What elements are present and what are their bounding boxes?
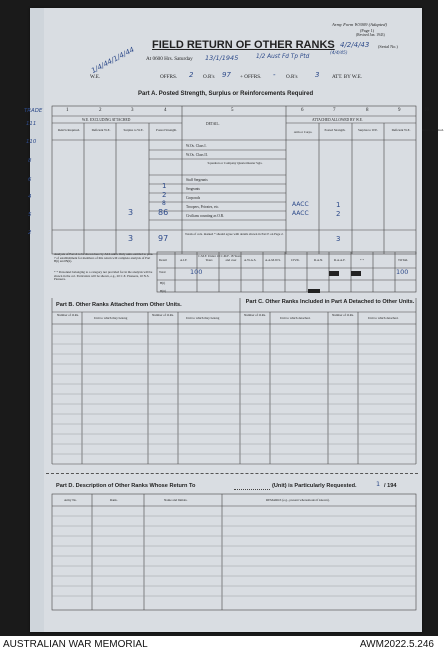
at-line: At 0600 Hrs. Saturday [146, 56, 193, 62]
part-d-date-hw: 1 [376, 480, 381, 488]
part-d-unit-blank [234, 489, 270, 490]
attached-allowed-label: ATTACHED ALLOWED BY W.E. [312, 118, 363, 122]
col-num-6: 6 [301, 108, 304, 113]
posted-r-cpls: 1 [336, 201, 341, 209]
head-posted-r: Posted Strength. [324, 128, 346, 132]
analysis-head-ran: R.A.N. [314, 258, 324, 262]
analysis-detail: Detail [159, 258, 167, 262]
margin-mark-4: 8 [28, 158, 32, 164]
analysis-head-awas: A.W.A.S. [244, 258, 257, 262]
detail-row-5: Sergeants [186, 187, 200, 191]
analysis-note: Analysis of Part A to be shown here by ALL units. Only units entitled to para. 7 of establishment for members of this return will complete analysis of Part B(i) and B(ii). [54, 252, 154, 264]
analysis-row-bi: B(i) [160, 281, 166, 285]
head-reints-r: Rein'ts Required. [422, 128, 444, 132]
part-c-head-4: Unit to which detached. [368, 316, 399, 320]
margin-mark-3: 110 [26, 139, 37, 145]
part-b-title: Part B. Other Ranks Attached from Other Units. [56, 302, 182, 308]
col-num-7: 7 [333, 108, 336, 113]
offrs-value: 2 [189, 71, 194, 79]
analysis-note-2: * * Personnel belonging to a category not provided for in the analysis will be shown in the col. Particulars will be shown, e.g., 20 C.E. Pioneers, 10 N.S. Pioneers. [54, 270, 153, 282]
ors-value: 97 [222, 71, 231, 79]
part-b-head-3: Number of O.Rs. [152, 313, 174, 317]
col-num-5: 5 [231, 108, 234, 113]
part-c-head-3: Number of O.Rs. [332, 313, 354, 317]
ors2-label: O.R's [286, 74, 298, 80]
detail-row-4: Staff Sergeants [186, 178, 208, 182]
ors-label: O.R's [203, 74, 215, 80]
col-num-10: 10 [424, 108, 429, 113]
part-b-head-4: Unit to which they belong [186, 316, 220, 320]
margin-mark-1: TRADE [24, 108, 43, 114]
unit-note-handwritten: (4/4/45) [330, 51, 348, 56]
posted-sgts: 2 [162, 191, 167, 199]
detail-row-3: Squadron or Company Quartermaster Sgts. [207, 161, 263, 165]
posted-cpls: 8 [162, 200, 166, 207]
analysis-head-aif: A.I.F. [180, 258, 188, 262]
col-num-3: 3 [131, 108, 134, 113]
blackout-ran [329, 271, 339, 276]
analysis-aif-value: 100 [190, 268, 203, 276]
part-b-head-2: Unit to which they belong [94, 316, 128, 320]
surplus-privates: 3 [128, 208, 134, 217]
part-b-head-1: Number of O.Rs. [57, 313, 79, 317]
offrs-label: OFFRS. [160, 74, 178, 80]
ors2-value: 3 [315, 71, 320, 79]
unit-handwritten: 1/2 Aust Fd Tp Ptd [256, 54, 310, 60]
part-d-head-army-no: Army No. [64, 498, 77, 502]
head-arm: Arm or Corps. [293, 130, 313, 134]
posted-r-total: 3 [336, 235, 341, 243]
part-d-grid [52, 494, 418, 614]
margin-mark-7: 5 [28, 212, 32, 218]
analysis-head-other: * * [360, 258, 364, 262]
posted-privates: 86 [158, 208, 169, 217]
posted-total: 97 [158, 234, 169, 243]
form-ref-3: (Revised Jan. 1943) [356, 33, 385, 37]
margin-mark-8: 2 [28, 230, 32, 236]
head-reints: Rein'ts Required. [58, 128, 80, 132]
part-d-head-remarks: REMARKS (e.g., present whereabouts if known). [266, 498, 330, 502]
left-margin-strip [30, 8, 44, 632]
margin-handwritten-dates: 1/4/44/1/4/44 [90, 45, 136, 76]
we-excluding-label: W.E. EXCLUDING ATTACHED [82, 118, 131, 122]
margin-mark-6: 4 [28, 194, 32, 200]
form-sheet [24, 8, 444, 632]
footer-institution: AUSTRALIAN WAR MEMORIAL [3, 639, 148, 650]
margin-mark-5: 6 [28, 177, 32, 183]
head-deficient: Deficient W.E. [91, 128, 111, 132]
head-surplus-r: Surplus to W.E. [357, 128, 378, 132]
form-ref-1: Army Form W3009 (Adapted) [332, 22, 387, 27]
separator-dashed [46, 473, 418, 474]
page-title: FIELD RETURN OF OTHER RANKS [152, 39, 335, 51]
detail-row-9: Totals of cols. marked * should agree with details shown in Part E on Page 2. [185, 232, 284, 236]
part-d-title: Part D. Description of Other Ranks Whose Return To [56, 483, 196, 489]
serial-label: (Serial No.) [378, 44, 398, 49]
part-c-title: Part C. Other Ranks Included in Part A Detached to Other Units. [245, 299, 415, 305]
detail-row-7: Troopers, Privates, etc. [186, 205, 220, 209]
col-num-9: 9 [398, 108, 401, 113]
detail-row-8: Civilians counting as O.R. [186, 214, 225, 218]
margin-mark-2: 111 [26, 121, 37, 127]
detail-row-1: W.Os. Class I. [186, 144, 207, 148]
detail-row-6: Corporals [186, 196, 201, 200]
part-a-title: Part A. Posted Strength, Surplus or Reinforcements Required [138, 91, 314, 97]
part-d-title-2: (Unit) is Particularly Requested. [272, 483, 357, 489]
col-num-1: 1 [66, 108, 69, 113]
analysis-row-total: Total [159, 270, 166, 274]
posted-r-privates: 2 [336, 210, 341, 218]
part-c-head-1: Number of O.Rs. [244, 313, 266, 317]
arm-cpls: AACC [292, 201, 309, 208]
blackout-civil [308, 289, 320, 293]
analysis-head-cmf-u18: C.M.F. Under 18 Years [198, 254, 220, 262]
head-surplus: Surplus to W.E. [123, 128, 144, 132]
blackout-raaf [351, 271, 361, 276]
posted-staff-sgts: 1 [162, 182, 167, 190]
part-d-head-name: Name and Initials. [164, 498, 188, 502]
col-num-2: 2 [99, 108, 102, 113]
offrs2-value: - [273, 71, 276, 79]
analysis-head-cmf-o18: C.M.F. 18 Years and over [220, 254, 242, 262]
we-line: W.E. [90, 74, 101, 80]
detail-row-2: W.Os. Class II. [186, 153, 208, 157]
serial-handwritten: 4/2/4/43 [340, 41, 370, 49]
part-d-date: / 194 [384, 483, 397, 489]
head-deficient-r: Deficient W.E. [391, 128, 411, 132]
date-handwritten: 13/1/1945 [205, 54, 239, 62]
surplus-total: 3 [128, 234, 134, 243]
analysis-head-aamws: A.A.M.W.S. [265, 258, 281, 262]
part-bc-grid [52, 312, 418, 468]
offrs2-label: + OFFRS. [240, 74, 262, 80]
col-num-8: 8 [366, 108, 369, 113]
analysis-total-value: 100 [396, 268, 409, 276]
analysis-head-civil: CIVIL [291, 258, 300, 262]
footer-accession-number: AWM2022.5.246 [359, 639, 434, 650]
part-d-head-rank: Rank. [110, 498, 118, 502]
head-detail: DETAIL. [206, 122, 220, 126]
analysis-head-total: TOTAL [398, 258, 409, 262]
col-num-4: 4 [164, 108, 167, 113]
att-label: ATT. BY W.E. [332, 74, 363, 80]
footer-bar [0, 636, 438, 653]
head-posted: Posted Strength. [156, 128, 177, 132]
analysis-head-raaf: R.A.A.F. [334, 258, 346, 262]
arm-privates: AACC [292, 210, 309, 217]
part-c-head-2: Unit to which detached. [280, 316, 311, 320]
form-ref-2: (Page 1) [360, 28, 375, 33]
analysis-row-bii: B(ii) [160, 289, 167, 293]
